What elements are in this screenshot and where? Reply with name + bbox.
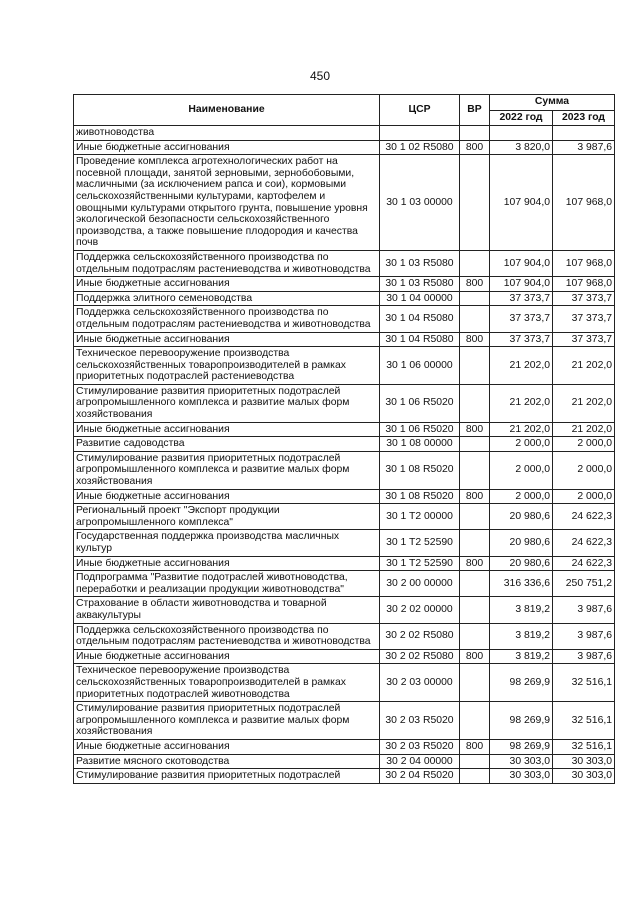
cell-name: Страхование в области животноводства и товарной аквакультуры [74, 597, 380, 623]
table-row [74, 571, 615, 597]
cell-name: Стимулирование развития приоритетных подотраслей [74, 769, 380, 784]
cell-vr [460, 451, 490, 489]
cell-name: Иные бюджетные ассигнования [74, 649, 380, 664]
cell-name: Иные бюджетные ассигнования [74, 556, 380, 571]
cell-name: Поддержка сельскохозяйственного производства по отдельным подотраслям растениеводства и животноводства [74, 623, 380, 649]
cell-2023: 21 202,0 [553, 422, 615, 437]
cell-2023: 32 516,1 [553, 739, 615, 754]
cell-vr [460, 623, 490, 649]
cell-vr [460, 384, 490, 422]
cell-2023: 21 202,0 [553, 384, 615, 422]
table-row [74, 126, 615, 141]
cell-csr: 30 2 02 R5080 [380, 623, 460, 649]
page-number: 450 [309, 69, 331, 83]
cell-name: Техническое перевооружение производства сельскохозяйственных товаропроизводителей в рамках приоритетных подотраслей растениеводства [74, 347, 380, 385]
table-row [74, 451, 615, 489]
table-row [74, 664, 615, 702]
cell-2022: 3 819,2 [490, 623, 553, 649]
cell-vr [460, 769, 490, 784]
cell-vr [460, 126, 490, 141]
table-row [74, 347, 615, 385]
table-row [74, 597, 615, 623]
table-row [74, 332, 615, 347]
cell-2023: 2 000,0 [553, 489, 615, 504]
cell-vr: 800 [460, 277, 490, 292]
header-name: Наименование [74, 95, 380, 126]
table-row [74, 739, 615, 754]
cell-2023: 30 303,0 [553, 754, 615, 769]
cell-name: Стимулирование развития приоритетных подотраслей агропромышленного комплекса и развитие малых форм хозяйствования [74, 384, 380, 422]
cell-vr [460, 530, 490, 556]
cell-2023: 2 000,0 [553, 437, 615, 452]
cell-2023: 3 987,6 [553, 623, 615, 649]
cell-vr: 800 [460, 422, 490, 437]
header-2023: 2023 год [553, 110, 615, 126]
cell-2023: 3 987,6 [553, 597, 615, 623]
cell-csr: 30 1 06 R5020 [380, 384, 460, 422]
cell-2023: 107 968,0 [553, 277, 615, 292]
cell-csr: 30 2 02 R5080 [380, 649, 460, 664]
cell-csr [380, 126, 460, 141]
cell-vr [460, 754, 490, 769]
cell-2022: 3 820,0 [490, 140, 553, 155]
cell-name: Развитие садоводства [74, 437, 380, 452]
cell-2023: 24 622,3 [553, 504, 615, 530]
cell-csr: 30 1 03 R5080 [380, 250, 460, 276]
cell-name: Государственная поддержка производства масличных культур [74, 530, 380, 556]
cell-2022: 2 000,0 [490, 489, 553, 504]
header-2022: 2022 год [490, 110, 553, 126]
table-row [74, 277, 615, 292]
cell-name: Поддержка сельскохозяйственного производства по отдельным подотраслям растениеводства и животноводства [74, 306, 380, 332]
header-sum: Сумма [490, 95, 615, 111]
cell-2023: 2 000,0 [553, 451, 615, 489]
cell-csr: 30 1 06 R5020 [380, 422, 460, 437]
cell-2022: 98 269,9 [490, 739, 553, 754]
cell-csr: 30 1 08 R5020 [380, 451, 460, 489]
header-row [74, 95, 615, 111]
cell-name: Проведение комплекса агротехнологических работ на посевной площади, занятой зерновыми, зернобобовыми, масличными (за исключением рапса и сои), кормовыми сельскохозяйственными культурами, картофелем и овощными культурами открытого грунта, повышение уровня экологической безопасности сельскохозяйственного производства, а также повышение плодородия и качества почв [74, 155, 380, 251]
cell-2022: 107 904,0 [490, 250, 553, 276]
table-row [74, 306, 615, 332]
cell-2023: 3 987,6 [553, 140, 615, 155]
cell-2023 [553, 126, 615, 141]
cell-csr: 30 1 03 R5080 [380, 277, 460, 292]
table-row [74, 702, 615, 740]
table-row [74, 291, 615, 306]
table-row [74, 422, 615, 437]
budget-table [73, 94, 615, 784]
cell-name: Иные бюджетные ассигнования [74, 332, 380, 347]
cell-2022: 98 269,9 [490, 664, 553, 702]
table-row [74, 556, 615, 571]
cell-name: Иные бюджетные ассигнования [74, 277, 380, 292]
table-row [74, 754, 615, 769]
table-row [74, 384, 615, 422]
cell-2022: 20 980,6 [490, 504, 553, 530]
cell-2023: 21 202,0 [553, 347, 615, 385]
table-row [74, 623, 615, 649]
cell-2023: 250 751,2 [553, 571, 615, 597]
cell-2022: 30 303,0 [490, 769, 553, 784]
cell-csr: 30 1 T2 00000 [380, 504, 460, 530]
table-row [74, 250, 615, 276]
cell-csr: 30 1 T2 52590 [380, 530, 460, 556]
table-row [74, 155, 615, 251]
cell-csr: 30 1 02 R5080 [380, 140, 460, 155]
cell-2023: 30 303,0 [553, 769, 615, 784]
cell-2023: 24 622,3 [553, 556, 615, 571]
cell-2022: 20 980,6 [490, 556, 553, 571]
cell-vr: 800 [460, 140, 490, 155]
cell-2023: 32 516,1 [553, 664, 615, 702]
cell-2022: 3 819,2 [490, 597, 553, 623]
cell-2022: 20 980,6 [490, 530, 553, 556]
cell-name: Стимулирование развития приоритетных подотраслей агропромышленного комплекса и развитие малых форм хозяйствования [74, 702, 380, 740]
cell-2023: 24 622,3 [553, 530, 615, 556]
cell-2022: 2 000,0 [490, 437, 553, 452]
cell-csr: 30 2 00 00000 [380, 571, 460, 597]
cell-vr [460, 155, 490, 251]
cell-2023: 107 968,0 [553, 250, 615, 276]
cell-csr: 30 1 08 00000 [380, 437, 460, 452]
cell-name: Подпрограмма "Развитие подотраслей животноводства, переработки и реализации продукции животноводства" [74, 571, 380, 597]
cell-csr: 30 2 04 00000 [380, 754, 460, 769]
cell-vr [460, 504, 490, 530]
cell-vr [460, 437, 490, 452]
cell-vr: 800 [460, 649, 490, 664]
cell-2022: 107 904,0 [490, 277, 553, 292]
cell-name: Иные бюджетные ассигнования [74, 739, 380, 754]
cell-name: Поддержка элитного семеноводства [74, 291, 380, 306]
cell-vr: 800 [460, 739, 490, 754]
table-row [74, 504, 615, 530]
table-row [74, 649, 615, 664]
cell-vr: 800 [460, 556, 490, 571]
cell-name: животноводства [74, 126, 380, 141]
cell-2022 [490, 126, 553, 141]
cell-vr [460, 597, 490, 623]
cell-csr: 30 1 04 R5080 [380, 332, 460, 347]
cell-2022: 37 373,7 [490, 306, 553, 332]
cell-csr: 30 2 04 R5020 [380, 769, 460, 784]
cell-2022: 30 303,0 [490, 754, 553, 769]
cell-2022: 2 000,0 [490, 451, 553, 489]
cell-name: Поддержка сельскохозяйственного производства по отдельным подотраслям растениеводства и животноводства [74, 250, 380, 276]
header-csr: ЦСР [380, 95, 460, 126]
cell-2022: 21 202,0 [490, 347, 553, 385]
cell-vr: 800 [460, 332, 490, 347]
cell-vr [460, 291, 490, 306]
cell-2022: 21 202,0 [490, 422, 553, 437]
cell-name: Региональный проект "Экспорт продукции агропромышленного комплекса" [74, 504, 380, 530]
cell-csr: 30 2 03 R5020 [380, 739, 460, 754]
table-row [74, 769, 615, 784]
cell-csr: 30 1 04 00000 [380, 291, 460, 306]
table-row [74, 530, 615, 556]
cell-vr [460, 250, 490, 276]
cell-vr [460, 664, 490, 702]
cell-csr: 30 2 03 R5020 [380, 702, 460, 740]
cell-csr: 30 1 04 R5080 [380, 306, 460, 332]
cell-csr: 30 1 T2 52590 [380, 556, 460, 571]
cell-vr [460, 702, 490, 740]
cell-2022: 37 373,7 [490, 332, 553, 347]
cell-csr: 30 2 02 00000 [380, 597, 460, 623]
cell-name: Техническое перевооружение производства сельскохозяйственных товаропроизводителей в рамках приоритетных подотраслей животноводства [74, 664, 380, 702]
table-body [74, 126, 615, 784]
cell-2022: 21 202,0 [490, 384, 553, 422]
cell-vr: 800 [460, 489, 490, 504]
cell-csr: 30 1 08 R5020 [380, 489, 460, 504]
cell-vr [460, 306, 490, 332]
cell-name: Стимулирование развития приоритетных подотраслей агропромышленного комплекса и развитие малых форм хозяйствования [74, 451, 380, 489]
cell-name: Иные бюджетные ассигнования [74, 489, 380, 504]
cell-2023: 37 373,7 [553, 306, 615, 332]
cell-2023: 107 968,0 [553, 155, 615, 251]
cell-2022: 316 336,6 [490, 571, 553, 597]
header-vr: ВР [460, 95, 490, 126]
cell-name: Иные бюджетные ассигнования [74, 140, 380, 155]
cell-2022: 107 904,0 [490, 155, 553, 251]
cell-csr: 30 1 03 00000 [380, 155, 460, 251]
cell-2022: 37 373,7 [490, 291, 553, 306]
cell-2023: 3 987,6 [553, 649, 615, 664]
table-row [74, 140, 615, 155]
table-row [74, 489, 615, 504]
cell-csr: 30 1 06 00000 [380, 347, 460, 385]
cell-2023: 32 516,1 [553, 702, 615, 740]
table-row [74, 437, 615, 452]
cell-2022: 98 269,9 [490, 702, 553, 740]
cell-2023: 37 373,7 [553, 332, 615, 347]
cell-vr [460, 571, 490, 597]
cell-name: Развитие мясного скотоводства [74, 754, 380, 769]
cell-name: Иные бюджетные ассигнования [74, 422, 380, 437]
cell-2022: 3 819,2 [490, 649, 553, 664]
cell-vr [460, 347, 490, 385]
cell-2023: 37 373,7 [553, 291, 615, 306]
cell-csr: 30 2 03 00000 [380, 664, 460, 702]
